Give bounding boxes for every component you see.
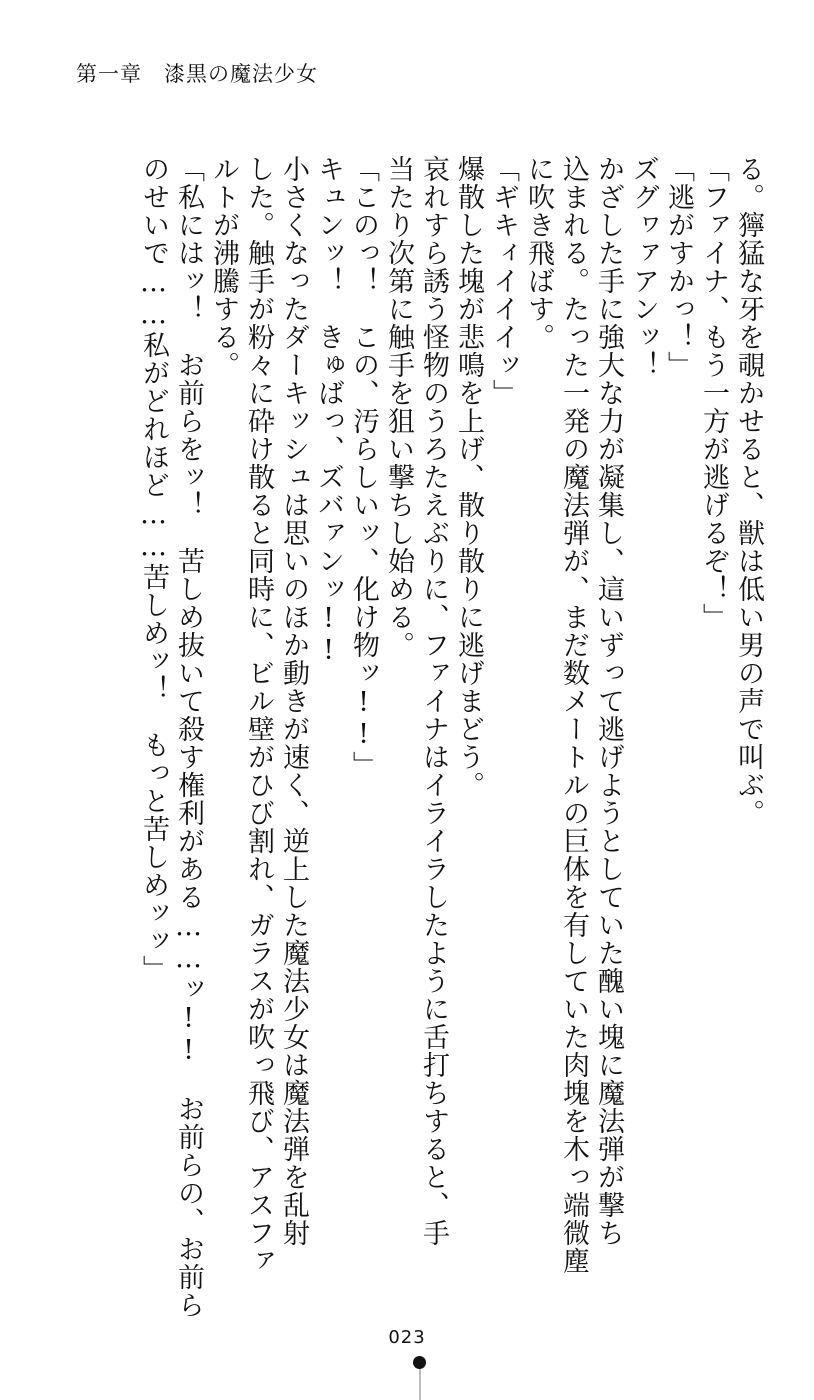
body-line: かざした手に強大な力が凝集し、這いずって逃げようとしていた醜い塊に魔法弾が撃ち	[593, 155, 624, 1247]
body-line: キュンッ！ きゅばっ、ズバァンッ!!	[313, 155, 344, 667]
body-line: に吹き飛ばす。	[523, 155, 554, 351]
body-line: ズグヮァアンッ！	[628, 155, 659, 379]
body-line: 「ファイナ、もう一方が逃げるぞ！」	[698, 155, 729, 631]
body-line: した。触手が粉々に砕け散ると同時に、ビル壁がひび割れ、ガラスが吹っ飛び、アスファ	[243, 155, 274, 1275]
body-line: 込まれる。たった一発の魔法弾が、まだ数メートルの巨体を有していた肉塊を木っ端微塵	[558, 155, 589, 1275]
body-line: 当たり次第に触手を狙い撃ちし始める。	[383, 155, 414, 659]
page-marker-line	[419, 1369, 421, 1400]
body-line: 爆散した塊が悲鳴を上げ、散り散りに逃げまどう。	[453, 155, 484, 799]
body-line: 「ギキィイイイッ」	[488, 155, 519, 407]
page-number: 023	[388, 1327, 426, 1348]
body-line: 哀れすら誘う怪物のうろたえぶりに、ファイナはイライラしたように舌打ちすると、手	[418, 155, 449, 1247]
page-marker-dot-icon	[413, 1356, 426, 1369]
chapter-header: 第一章 漆黒の魔法少女	[76, 62, 318, 86]
body-line: のせいで……私がどれほど……苦しめッ！ もっと苦しめッッ」	[138, 155, 169, 983]
body-line: る。獰猛な牙を覗かせると、獣は低い男の声で叫ぶ。	[733, 155, 764, 827]
body-line: 「私にはッ！ お前らをッ！ 苦しめ抜いて殺す権利がある……ッ!! お前らの、お前ら	[173, 155, 204, 1319]
body-line: ルトが沸騰する。	[208, 155, 239, 379]
body-line: 小さくなったダーキッシュは思いのほか動きが速く、逆上した魔法少女は魔法弾を乱射	[278, 155, 309, 1247]
body-line: 「逃がすかっ！」	[663, 155, 694, 379]
body-line: 「このっ！ この、汚らしいッ、化け物ッ!!」	[348, 155, 379, 779]
